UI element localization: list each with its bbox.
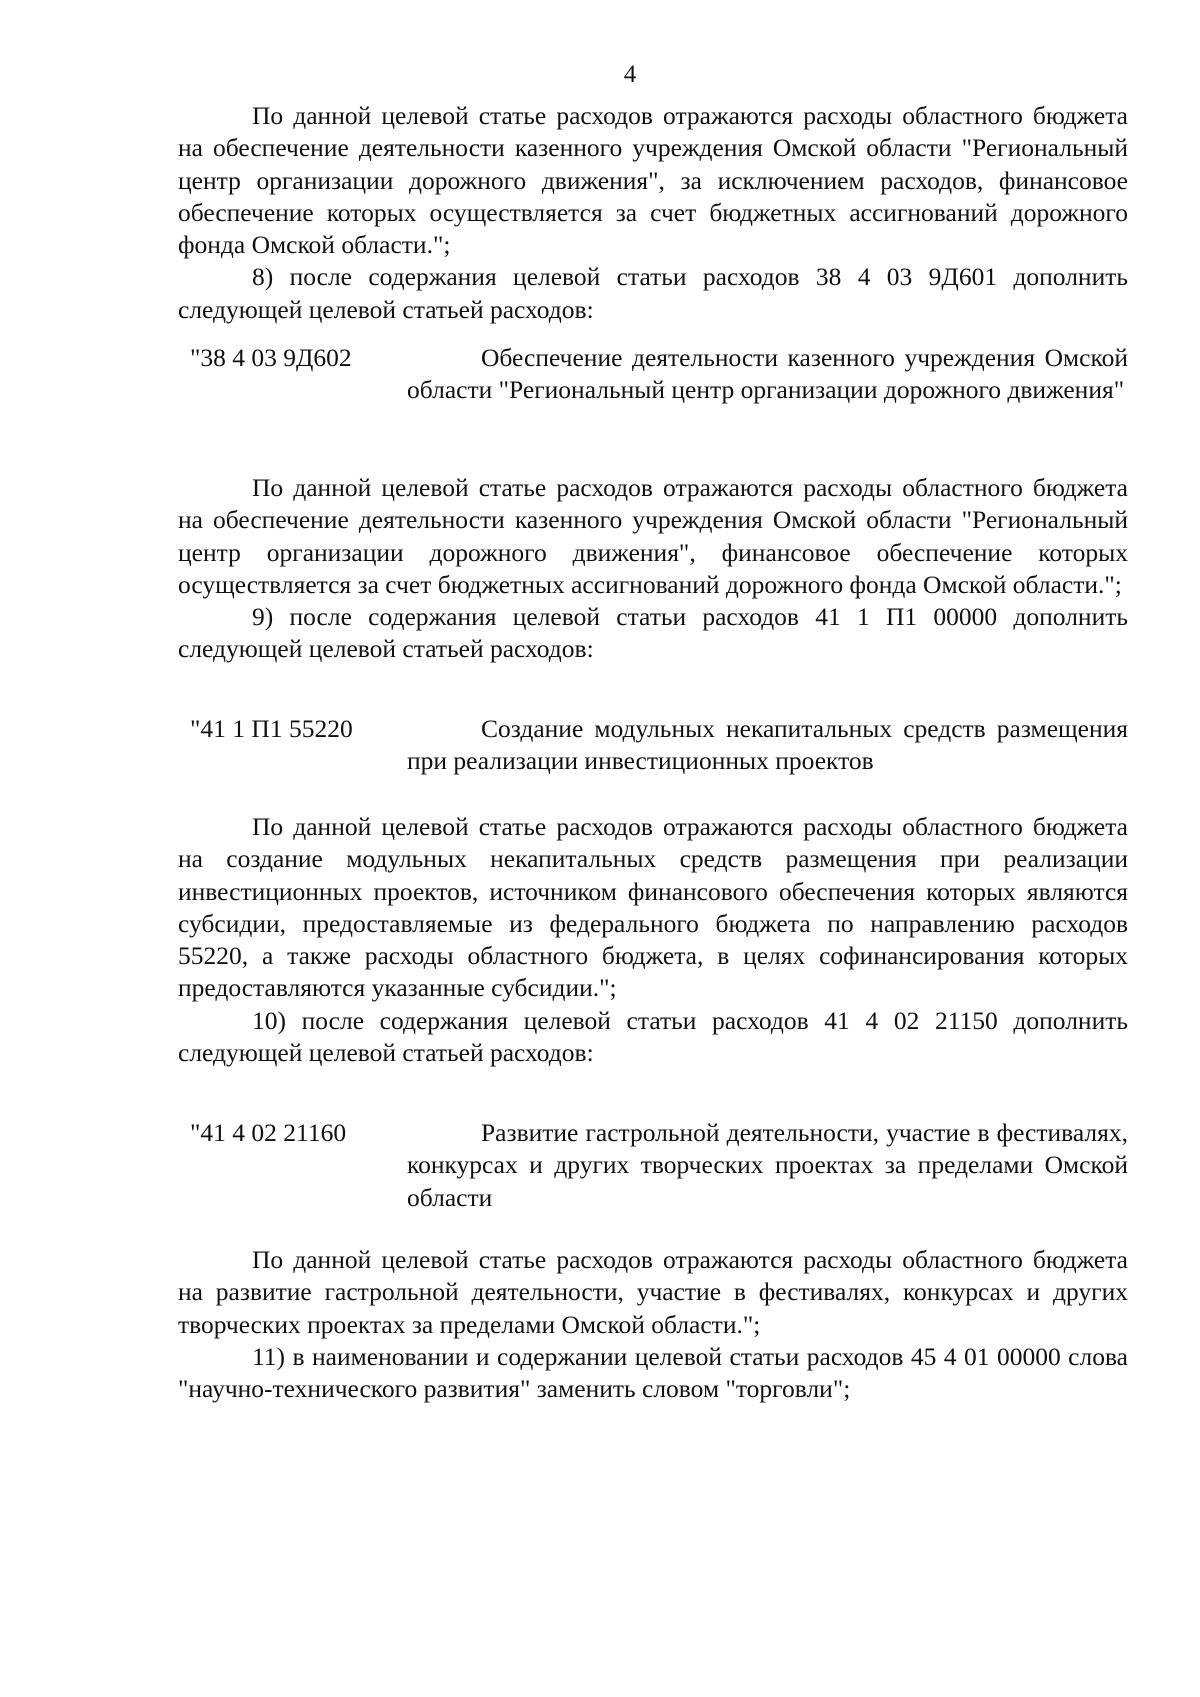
text-block-2 [178,472,1128,666]
text-block-3 [178,811,1128,1069]
paragraph-3: По данной целевой статье расходов отражаются расходы областного бюджета на обеспечение деятельности казенного учреждения Омской области "Региональный центр организации дорожного движения", финансовое обеспечение которых осуществляется за счет бюджетных ассигнований дорожного фонда Омской области."; [178,473,1128,599]
paragraph-2: 8) после содержания целевой статьи расходов 38 4 03 9Д601 дополнить следующей целевой статьей расходов: [178,262,1128,324]
budget-entry-3 [178,1117,1128,1214]
paragraph-7: По данной целевой статье расходов отражаются расходы областного бюджета на развитие гастрольной деятельности, участие в фестивалях, конкурсах и других творческих проектах за пределами Омской области."; [178,1245,1128,1339]
budget-entry-description: Развитие гастрольной деятельности, участие в фестивалях, конкурсах и других творческих проектах за пределами Омской области [407,1118,1128,1212]
budget-entry-code: "41 4 02 21160 [190,1118,347,1147]
paragraph-8: 11) в наименовании и содержании целевой статьи расходов 45 4 01 00000 слова "научно-технического развития" заменить словом "торговли"; [178,1341,1128,1404]
budget-entry-2 [178,713,1128,778]
paragraph-6: 10) после содержания целевой статьи расходов 41 4 02 21150 дополнить следующей целевой статьей расходов: [178,1005,1128,1068]
budget-entry-description: Обеспечение деятельности казенного учреждения Омской области "Региональный центр организации дорожного движения" [407,343,1128,405]
budget-entry-code: "41 1 П1 55220 [190,714,353,743]
budget-entry-description: Создание модульных некапитальных средств размещения при реализации инвестиционных проектов [407,714,1128,776]
paragraph-4: 9) после содержания целевой статьи расходов 41 1 П1 00000 дополнить следующей целевой статьей расходов: [178,602,1128,664]
paragraph-5: По данной целевой статье расходов отражаются расходы областного бюджета на создание модульных некапитальных средств размещения при реализации инвестиционных проектов, источником финансового обеспечения которых являются субсидии, предоставляемые из федерального бюджета по направлению расходов 55220, а также расходы областного бюджета, в целях софинансирования которых предоставляются указанные субсидии."; [178,812,1128,1003]
paragraph-1: По данной целевой статье расходов отражаются расходы областного бюджета на обеспечение деятельности казенного учреждения Омской области "Региональный центр организации дорожного движения", за исключением расходов, финансовое обеспечение которых осуществляется за счет бюджетных ассигнований дорожного фонда Омской области."; [178,101,1128,260]
budget-entry-1 [178,342,1128,407]
budget-entry-code: "38 4 03 9Д602 [190,343,352,372]
text-block-1 [178,100,1128,326]
text-block-4 [178,1244,1128,1405]
page-number: 4 [623,61,637,88]
